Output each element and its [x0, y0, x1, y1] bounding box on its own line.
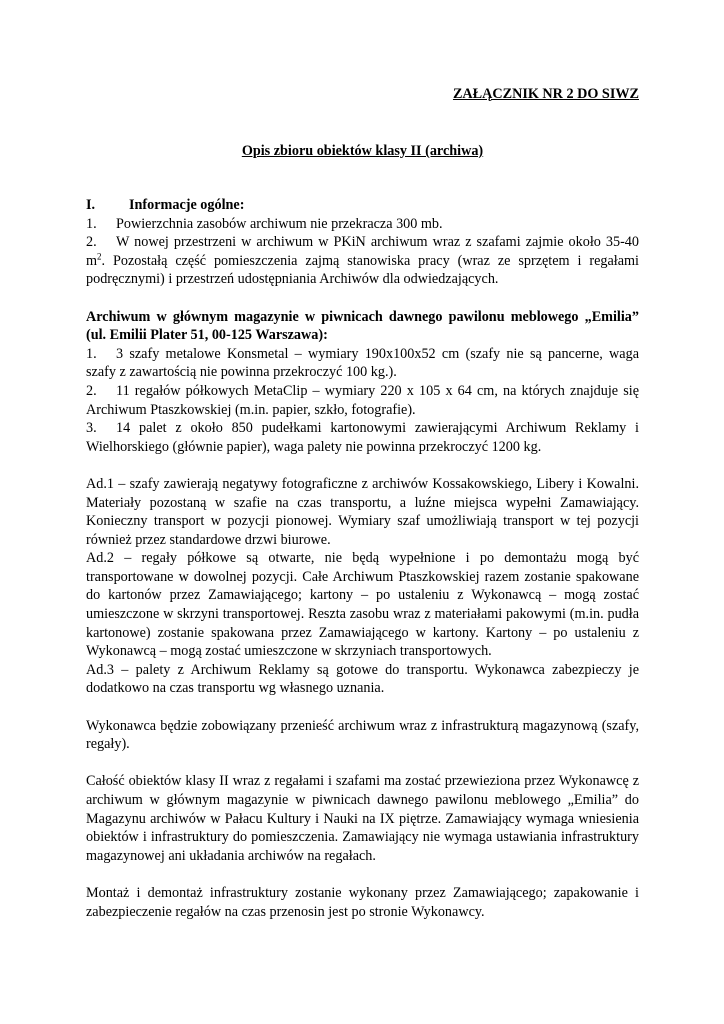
note-ad1: Ad.1 – szafy zawierają negatywy fotograficzne z archiwów Kossakowskiego, Libery i Kowalni. Materiały pozostaną w szafie na czas transportu, a luźne miejsca wypełni Zamawiający. Konieczny transport w pozycji pionowej. Wymiary szaf umożliwiają transport w tej pozycji również przez standardowe drzwi biurowe.: [86, 475, 639, 548]
superscript: 2: [97, 251, 102, 262]
annex-heading: ZAŁĄCZNIK NR 2 DO SIWZ: [452, 86, 639, 102]
document-body: [86, 196, 639, 921]
list-item: [86, 419, 639, 456]
list-item-number: 2.: [86, 234, 97, 251]
paragraph-assembly: Montaż i demontaż infrastruktury zostanie wykonany przez Zamawiającego; zapakowanie i zabezpieczenie regałów na czas przenosin jest po stronie Wykonawcy.: [86, 884, 639, 920]
list-item-number: 1.: [86, 345, 97, 362]
list-item-text-cont: . Pozostałą część pomieszczenia zajmą stanowiska pracy (wraz ze sprzętem i regałami podręcznymi) i przestrzeń udostępniania Archiwów dla odwiedzających.: [86, 252, 639, 288]
paragraph-transfer: Wykonawca będzie zobowiązany przenieść archiwum wraz z infrastrukturą magazynową (szafy, regały).: [86, 717, 639, 753]
section-1-number: I.: [86, 197, 96, 213]
note-ad2: Ad.2 – regały półkowe są otwarte, nie będą wypełnione i po demontażu mogą być transportowane w dowolnej pozycji. Całe Archiwum Ptaszkowskiej razem zostanie spakowane do kartonów przez Zamawiającego; kartony – po ustaleniu z Wykonawcą – mogą zostać umieszczone w skrzyni transportowej. Reszta zasobu wraz z materiałami pakowymi (m.in. pudła kartonowe) zostanie spakowana przez Zamawiającego w kartony. Kartony – po ustaleniu z Wykonawcą – mogą zostać umieszczone w skrzyniach transportowych.: [86, 550, 639, 660]
list-item-number: 3.: [86, 420, 97, 437]
list-item-number: 2.: [86, 382, 97, 399]
list-item: [86, 382, 639, 419]
list-item: [86, 215, 639, 234]
paragraph-scope: Całość obiektów klasy II wraz z regałami i szafami ma zostać przewieziona przez Wykonawcę z archiwum w głównym magazynie w piwnicach dawnego pawilonu meblowego „Emilia” do Magazynu archiwów w Pałacu Kultury i Nauki na IX piętrze. Zamawiający wymaga wniesienia obiektów i infrastruktury do pomieszczenia. Zamawiający nie wymaga ustawiania infrastruktury magazynowej ani układania archiwów na regałach.: [86, 773, 639, 864]
list-item: [86, 345, 639, 382]
list-item: [86, 233, 639, 289]
list-item-text: Powierzchnia zasobów archiwum nie przekracza 300 mb.: [116, 215, 443, 232]
list-item-text: 3 szafy metalowe Konsmetal – wymiary 190x100x52 cm (szafy nie są pancerne, waga szafy z zawartością nie powinna przekroczyć 100 kg.).: [86, 345, 639, 381]
section-1-heading: [86, 196, 639, 215]
list-item-text: 14 palet z około 850 pudełkami kartonowymi zawierającymi Archiwum Reklamy i Wielhorskiego (głównie papier), waga palety nie powinna przekroczyć 1200 kg.: [86, 420, 639, 455]
list-item-text: 11 regałów półkowych MetaClip – wymiary 220 x 105 x 64 cm, na których znajduje się Archiwum Ptaszkowskiej (m.in. papier, szkło, fotografie).: [86, 382, 639, 418]
note-ad3: Ad.3 – palety z Archiwum Reklamy są gotowe do transportu. Wykonawca zabezpieczy je dodatkowo na czas transportu wg własnego uznania.: [86, 661, 639, 697]
section-2-heading: Archiwum w głównym magazynie w piwnicach dawnego pawilonu meblowego „Emilia” (ul. Emilii Plater 51, 00-125 Warszawa):: [86, 308, 639, 344]
document-title: Opis zbioru obiektów klasy II (archiwa): [241, 143, 484, 159]
list-item-text: W nowej przestrzeni w archiwum w PKiN archiwum wraz z szafami zajmie około 35-40 m: [86, 234, 639, 269]
list-item-number: 1.: [86, 215, 97, 232]
section-1-title: Informacje ogólne:: [129, 197, 245, 213]
